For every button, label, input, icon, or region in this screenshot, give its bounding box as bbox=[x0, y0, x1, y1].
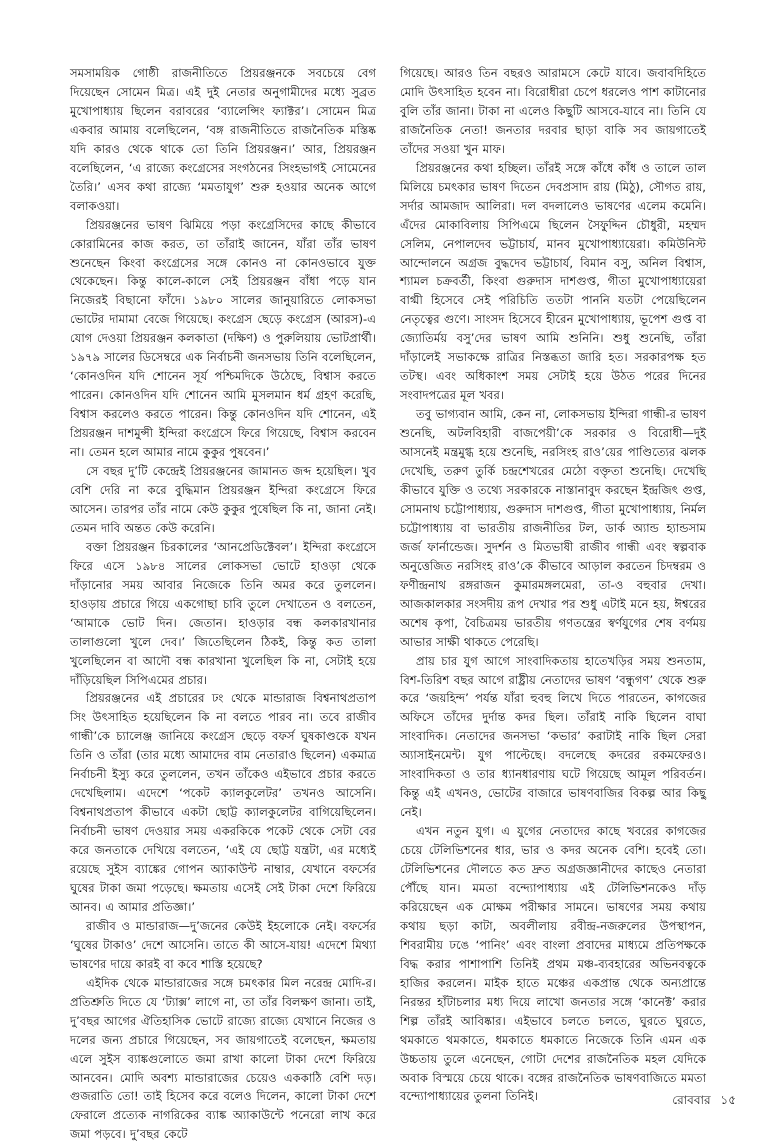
left-paragraph-4: বক্তা প্রিয়রঞ্জন চিরকালের ‘আনপ্রেডিক্টেবল’। ইন্দিরা কংগ্রেসে ফিরে এসে ১৯৮৪ সালের লোকসভা ভোটে হাওড়া থেকে দাঁড়ানোর সময় আবার নিজেকে তিনি অমর করে তুললেন। হাওড়ায় প্রচারে গিয়ে একগোছা চাবি তুলে দেখাতেন ও বলতেন, ‘আমাকে ভোট দিন। জেতান। হাওড়ার বন্ধ কলকারখানার তালাগুলো খুলে দেব।’ জিতেছিলেন ঠিকই, কিন্তু কত তালা খুলেছিলেন বা আদৌ বন্ধ কারখানা খুলেছিল কি না, সেটাই হয়ে দাঁড়িয়েছিল সিপিএমের প্রচার। bbox=[70, 539, 376, 687]
left-paragraph-6: রাজীব ও মান্ডারাজ—দু’জনের কেউই ইহলোকে নেই। বফর্সের ‘ঘুষের টাকাও’ দেশে আসেনি। তাতে কী আসে-যায়! এদেশে মিথ্যা ভাষণের দায়ে কারই বা কবে শাস্তি হয়েছে? bbox=[70, 918, 376, 971]
left-column bbox=[70, 64, 376, 1142]
right-paragraph-3: তবু ভাগ্যবান আমি, কেন না, লোকসভায় ইন্দিরা গান্ধী-র ভাষণ শুনেছি, অটলবিহারী বাজপেয়ী’কে সরকার ও বিরোধী—দুই আসনেই মন্ত্রমুগ্ধ হয়ে শুনেছি, নরসিংহ রাও’য়ের পাণ্ডিত্যের ঝলক দেখেছি, তরুণ তুর্কি চন্দ্রশেখরের মেঠো বক্তৃতা শুনেছি। দেখেছি কীভাবে যুক্তি ও তথ্যে সরকারকে নাস্তানাবুদ করছেন ইন্দ্রজিৎ গুপ্ত, সোমনাথ চট্টোপাধ্যায়, গুরুদাস দাশগুপ্ত, গীতা মুখোপাধ্যায়, নির্মল চট্টোপাধ্যায় বা ভারতীয় রাজনীতির টল, ডার্ক অ্যান্ড হ্যান্ডসাম জর্জ ফার্নান্ডেজ। সুদর্শন ও মিতভাষী রাজীব গান্ধী এবং স্বল্পবাক অনুত্তেজিত নরসিংহ রাও’কে কীভাবে আড়াল করতেন চিদম্বরম ও ফণীন্দ্রনাথ রঙ্গরাজন কুমারমঙ্গলমেরা, তা-ও বহুবার দেখা। আজকালকার সংসদীয় রূপ দেখার পর শুধু এটাই মনে হয়, ঈশ্বরের অশেষ কৃপা, বৈচিত্রময় ভারতীয় গণতন্ত্রের স্বর্ণযুগের শেষ বর্ণময় আভার সাক্ষী থাকতে পেরেছি। bbox=[400, 407, 706, 649]
right-paragraph-4: প্রায় চার যুগ আগে সাংবাদিকতায় হাতেখড়ির সময় শুনতাম, বিশ-তিরিশ বছর আগে রাষ্ট্রীয় নেতাদের ভাষণ ‘বন্ধুগণ’ থেকে শুরু করে ‘জয়হিন্দ’ পর্যন্ত যাঁরা হুবহু লিখে দিতে পারতেন, কাগজের অফিসে তাঁদের দুর্দান্ত কদর ছিল। তাঁরাই নাকি ছিলেন বাঘা সাংবাদিক। নেতাদের জনসভা ‘কভার’ করাটাই নাকি ছিল সেরা অ্যাসাইনমেন্ট। যুগ পাল্টেছে। বদলেছে কদরের রকমফেরও। সাংবাদিকতা ও তার ধ্যানধারণায় ঘটে গিয়েছে আমূল পরিবর্তন। কিন্তু এই এখনও, ভোটের বাজারে ভাষণবাজির বিকল্প আর কিছু নেই। bbox=[400, 653, 706, 820]
footer-day: রোববার bbox=[672, 1093, 711, 1107]
left-paragraph-5: প্রিয়রঞ্জনের এই প্রচারের ঢং থেকে মান্ডারাজ বিশ্বনাথপ্রতাপ সিং উৎসাহিত হয়েছিলেন কি না বলতে পারব না। তবে রাজীব গান্ধী’কে চ্যালেঞ্জ জানিয়ে কংগ্রেস ছেড়ে বফর্স ঘুষকাণ্ডকে যখন তিনি ও তাঁরা (তার মধ্যে আমাদের বাম নেতারাও ছিলেন) একমাত্র নির্বাচনী ইস্যু করে তুললেন, তখন তাঁকেও এইভাবে প্রচার করতে দেখেছিলাম। এদেশে ‘পকেট ক্যালকুলেটর’ তখনও আসেনি। বিশ্বনাথপ্রতাপ কীভাবে একটা ছোট্ট ক্যালকুলেটর বাগিয়েছিলেন। নির্বাচনী ভাষণ দেওয়ার সময় একরকিকে পকেট থেকে সেটা বের করে জনতাকে দেখিয়ে বলতেন, ‘এই যে ছোট্ট যন্ত্রটা, এর মধ্যেই রয়েছে সুইস ব্যাঙ্কের গোপন অ্যাকাউন্ট নাম্বার, যেখানে বফর্সের ঘুষের টাকা জমা পড়েছে। ক্ষমতায় এসেই সেই টাকা দেশে ফিরিয়ে আনব। এ আমার প্রতিজ্ঞা।’ bbox=[70, 691, 376, 914]
right-paragraph-2: প্রিয়রঞ্জনের কথা হচ্ছিল। তাঁরই সঙ্গে কাঁধে কাঁধ ও তালে তাল মিলিয়ে চমৎকার ভাষণ দিতেন দেবপ্রসাদ রায় (মিঠু), সৌগত রায়, সর্দার আমজাদ আলিরা। দল বদলালেও ভাষণের এলেম কমেনি। এঁদের মোকাবিলায় সিপিএমে ছিলেন সৈফুদ্দিন চৌধুরী, মহম্মদ সেলিম, নেপালদেব ভট্টাচার্য, মানব মুখোপাধ্যায়েরা। কমিউনিস্ট আন্দোলনে অগ্রজ বুদ্ধদেব ভট্টাচার্য, বিমান বসু, অনিল বিশ্বাস, শ্যামল চক্রবর্তী, কিংবা গুরুদাস দাশগুপ্ত, গীতা মুখোপাধ্যায়েরা বাগ্মী হিসেবে সেই পরিচিতি ততটা পাননি যতটা পেয়েছিলেন নেতৃত্বের গুণে। সাংসদ হিসেবে হীরেন মুখোপাধ্যায়, ভূপেশ গুপ্ত বা জ্যোতির্ময় বসু’দের ভাষণ আমি শুনিনি। শুধু শুনেছি, তাঁরা দাঁড়ালেই সভাকক্ষে রাত্রির নিস্তব্ধতা জারি হত। সরকারপক্ষ হত তটস্থ। এবং অধিকাংশ সময় সেটাই হয়ে উঠত পরের দিনের সংবাদপত্রের মূল খবর। bbox=[400, 160, 706, 403]
footer-page-number: ১৫ bbox=[720, 1093, 736, 1107]
left-paragraph-2: প্রিয়রঞ্জনের ভাষণ ঝিমিয়ে পড়া কংগ্রেসিদের কাছে কীভাবে কোরামিনের কাজ করত, তা তাঁরাই জানেন, যাঁরা তাঁর ভাষণ শুনেছেন কিংবা কংগ্রেসের সঙ্গে কোনও না কোনওভাবে যুক্ত থেকেছেন। কিন্তু কালে-কালে সেই প্রিয়রঞ্জন বাঁধা পড়ে যান নিজেরই বিছানো ফাঁদে। ১৯৮০ সালের জানুয়ারিতে লোকসভা ভোটের দামামা বেজে গিয়েছে। কংগ্রেস ছেড়ে কংগ্রেস (আরস)-এ যোগ দেওয়া প্রিয়রঞ্জন কলকাতা (দক্ষিণ) ও পুরুলিয়ায় ভোটপ্রার্থী। ১৯৭৯ সালের ডিসেম্বরে এক নির্বাচনী জনসভায় তিনি বলেছিলেন, ‘কোনওদিন যদি শোনেন সূর্য পশ্চিমদিকে উঠেছে, বিশ্বাস করতে পারেন। কোনওদিন যদি শোনেন আমি মুসলমান ধর্ম গ্রহণ করেছি, বিশ্বাস করলেও করতে পারেন। কিন্তু কোনওদিন যদি শোনেন, এই প্রিয়রঞ্জন দাশমুন্সী ইন্দিরা কংগ্রেসে ফিরে গিয়েছে, বিশ্বাস করবেন না। তেমন হলে আমার নামে কুকুর পুষবেন।’ bbox=[70, 217, 376, 460]
page-footer bbox=[666, 1092, 736, 1112]
left-paragraph-1: সমসাময়িক গোষ্ঠী রাজনীতিতে প্রিয়রঞ্জনকে সবচেয়ে বেগ দিয়েছেন সোমেন মিত্র। এই দুই নেতার অনুগামীদের মধ্যে সুব্রত মুখোপাধ্যায় ছিলেন বরাবরের ‘ব্যালেন্সিং ফ্যাক্টর’। সোমেন মিত্র একবার আমায় বলেছিলেন, ‘বঙ্গ রাজনীতিতে রাজনৈতিক মস্তিষ্ক যদি কারও থেকে থাকে তো তিনি প্রিয়রঞ্জন।’ আর, প্রিয়রঞ্জন বলেছিলেন, ‘এ রাজ্যে কংগ্রেসের সংগঠনের সিংহভাগই সোমেনের তৈরি।’ এসব কথা রাজ্যে ‘মমতাযুগ’ শুরু হওয়ার অনেক আগে বলাকওয়া। bbox=[70, 66, 376, 213]
left-paragraph-7: এইদিক থেকে মান্ডারাজের সঙ্গে চমৎকার মিল নরেন্দ্র মোদি-র। প্রতিশ্রুতি দিতে যে ‘ট্যাক্স’ লাগে না, তা তাঁর বিলক্ষণ জানা। তাই, দু’বছর আগের ঐতিহাসিক ভোটে রাজ্যে রাজ্যে যেখানে নিজের ও দলের জন্য প্রচারে গিয়েছেন, সব জায়গাতেই বলেছেন, ক্ষমতায় এলে সুইস ব্যাঙ্কগুলোতে জমা রাখা কালো টাকা দেশে ফিরিয়ে আনবেন। মোদি অবশ্য মান্ডারাজের চেয়েও এককাঠি বেশি দড়। গুজরাতি তো! তাই হিসেব করে বলেও দিলেন, কালো টাকা দেশে ফেরালে প্রত্যেক নাগরিকের ব্যাঙ্ক অ্যাকাউন্টে পনেরো লাখ করে জমা পড়বে। দু’বছর কেটে bbox=[70, 975, 376, 1142]
right-paragraph-1: গিয়েছে। আরও তিন বছরও আরামসে কেটে যাবে। জবাবদিহিতে মোদি উৎসাহিত হবেন না। বিরোধীরা চেপে ধরলেও পাশ কাটানোর বুলি তাঁর জানা। টাকা না এলেও কিছুটি আসবে-যাবে না। তিনি যে রাজনৈতিক নেতা! জনতার দরবার ছাড়া বাকি সব জায়গাতেই তাঁদের সওয়া খুন মাফ। bbox=[400, 66, 706, 156]
right-paragraph-5: এখন নতুন যুগ। এ যুগের নেতাদের কাছে খবরের কাগজের চেয়ে টেলিভিশনের ধার, ভার ও কদর অনেক বেশি। হবেই তো। টেলিভিশনের দৌলতে কত দ্রুত অগ্রজজ্ঞানীদের কাছেও নেতারা পৌঁছে যান। মমতা বন্দ্যোপাধ্যায় এই টেলিভিশনকেও দাঁড় করিয়েছেন এক মোক্ষম পরীক্ষার সামনে। ভাষণের সময় কথায় কথায় ছড়া কাটা, অবলীলায় রবীন্দ্র-নজরুলের উপস্থাপন, শিবরামীয় ঢঙে ‘পানিং’ এবং বাংলা প্রবাদের মাধ্যমে প্রতিপক্ষকে বিদ্ধ করার পাশাপাশি তিনিই প্রথম মঞ্চ-ব্যবহারের অভিনবত্বকে হাজির করলেন। মাইক হাতে মঞ্চের একপ্রান্ত থেকে অন্যপ্রান্তে নিরন্তর হাঁটাচলার মধ্য দিয়ে লাখো জনতার সঙ্গে ‘কানেক্ট’ করার শিল্প তাঁরই আবিষ্কার। এইভাবে চলতে চলতে, ঘুরতে ঘুরতে, থমকাতে থমকাতে, ধমকাতে ধমকাতে নিজেকে তিনি এমন এক উচ্চতায় তুলে এনেছেন, গোটা দেশের রাজনৈতিক মহল যেদিকে অবাক বিস্ময়ে চেয়ে থাকে। বঙ্গের রাজনৈতিক ভাষণবাজিতে মমতা বন্দ্যোপাধ্যায়ের তুলনা তিনিই। bbox=[400, 824, 706, 1104]
left-paragraph-3: সে বছর দু’টি কেন্দ্রেই প্রিয়রঞ্জনের জামানত জব্দ হয়েছিল। খুব বেশি দেরি না করে বুদ্ধিমান প্রিয়রঞ্জন ইন্দিরা কংগ্রেসে ফিরে আসেন। তারপর তাঁর নামে কেউ কুকুর পুষেছিল কি না, জানা নেই। তেমন দাবি অন্তত কেউ করেনি। bbox=[70, 464, 376, 535]
